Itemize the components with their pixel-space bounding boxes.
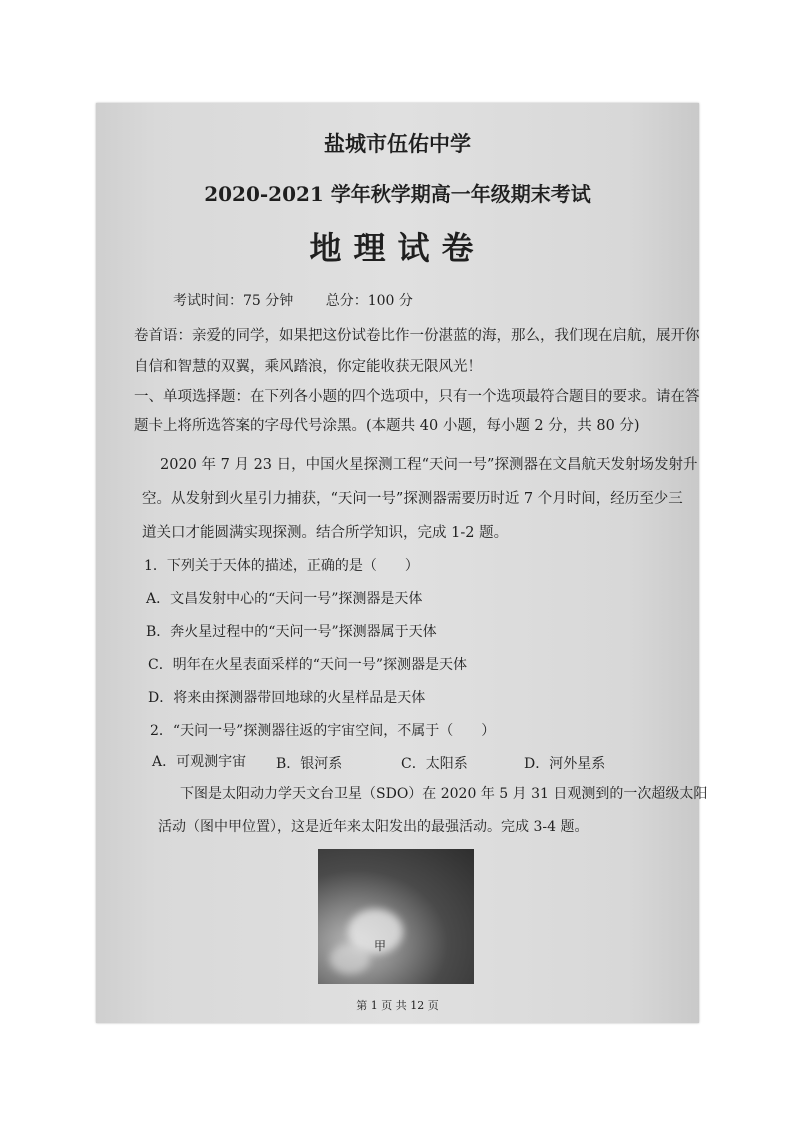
option-c: C．明年在火星表面采样的“天问一号”探测器是天体 xyxy=(148,657,468,673)
material-text: 下图是太阳动力学天文台卫星（SDO）在 2020 年 5 月 31 日观测到的一次超级太阳 xyxy=(180,786,708,802)
question-stem: 1．下列关于天体的描述，正确的是（ ） xyxy=(144,558,419,574)
figure-label: 甲 xyxy=(374,939,387,953)
exam-score: 总分：100 分 xyxy=(325,293,413,309)
preface-line: 卷首语：亲爱的同学，如果把这份试卷比作一份湛蓝的海，那么，我们现在启航，展开你 xyxy=(134,328,700,344)
option-a: A．文昌发射中心的“天问一号”探测器是天体 xyxy=(146,591,423,607)
option-c: C．太阳系 xyxy=(401,756,468,772)
material-text: 2020 年 7 月 23 日，中国火星探测工程“天问一号”探测器在文昌航天发射场发射升 xyxy=(160,457,698,473)
subject-title: 地理试卷 xyxy=(309,229,486,267)
sun-observation-photo xyxy=(318,849,474,984)
page-footer: 第 1 页 共 12 页 xyxy=(356,999,439,1012)
option-a: A．可观测宇宙 xyxy=(152,754,247,770)
exam-info xyxy=(173,290,441,310)
active-region xyxy=(330,944,370,974)
option-d: D．将来由探测器带回地球的火星样品是天体 xyxy=(148,690,426,706)
section-heading: 一、单项选择题：在下列各小题的四个选项中，只有一个选项最符合题目的要求。请在答 xyxy=(134,389,700,405)
material-text: 空。从发射到火星引力捕获，“天问一号”探测器需要历时近 7 个月时间，经历至少三 xyxy=(142,491,683,507)
exam-title: 2020-2021 学年秋学期高一年级期末考试 xyxy=(204,182,591,206)
exam-time: 考试时间：75 分钟 xyxy=(173,293,294,309)
exam-paper xyxy=(96,103,708,1023)
material-text: 活动（图中甲位置），这是近年来太阳发出的最强活动。完成 3-4 题。 xyxy=(158,819,589,835)
school-name: 盐城市伍佑中学 xyxy=(324,131,471,156)
option-b: B．银河系 xyxy=(276,756,343,772)
option-b: B．奔火星过程中的“天问一号”探测器属于天体 xyxy=(146,624,437,640)
preface-line: 自信和智慧的双翼，乘风踏浪，你定能收获无限风光！ xyxy=(134,359,482,375)
question-stem: 2．“天问一号”探测器往返的宇宙空间，不属于（ ） xyxy=(150,723,496,739)
section-heading: 题卡上将所选答案的字母代号涂黑。(本题共 40 小题，每小题 2 分，共 80 分) xyxy=(134,418,640,434)
material-text: 道关口才能圆满实现探测。结合所学知识，完成 1-2 题。 xyxy=(142,525,509,541)
option-d: D．河外星系 xyxy=(524,756,606,772)
